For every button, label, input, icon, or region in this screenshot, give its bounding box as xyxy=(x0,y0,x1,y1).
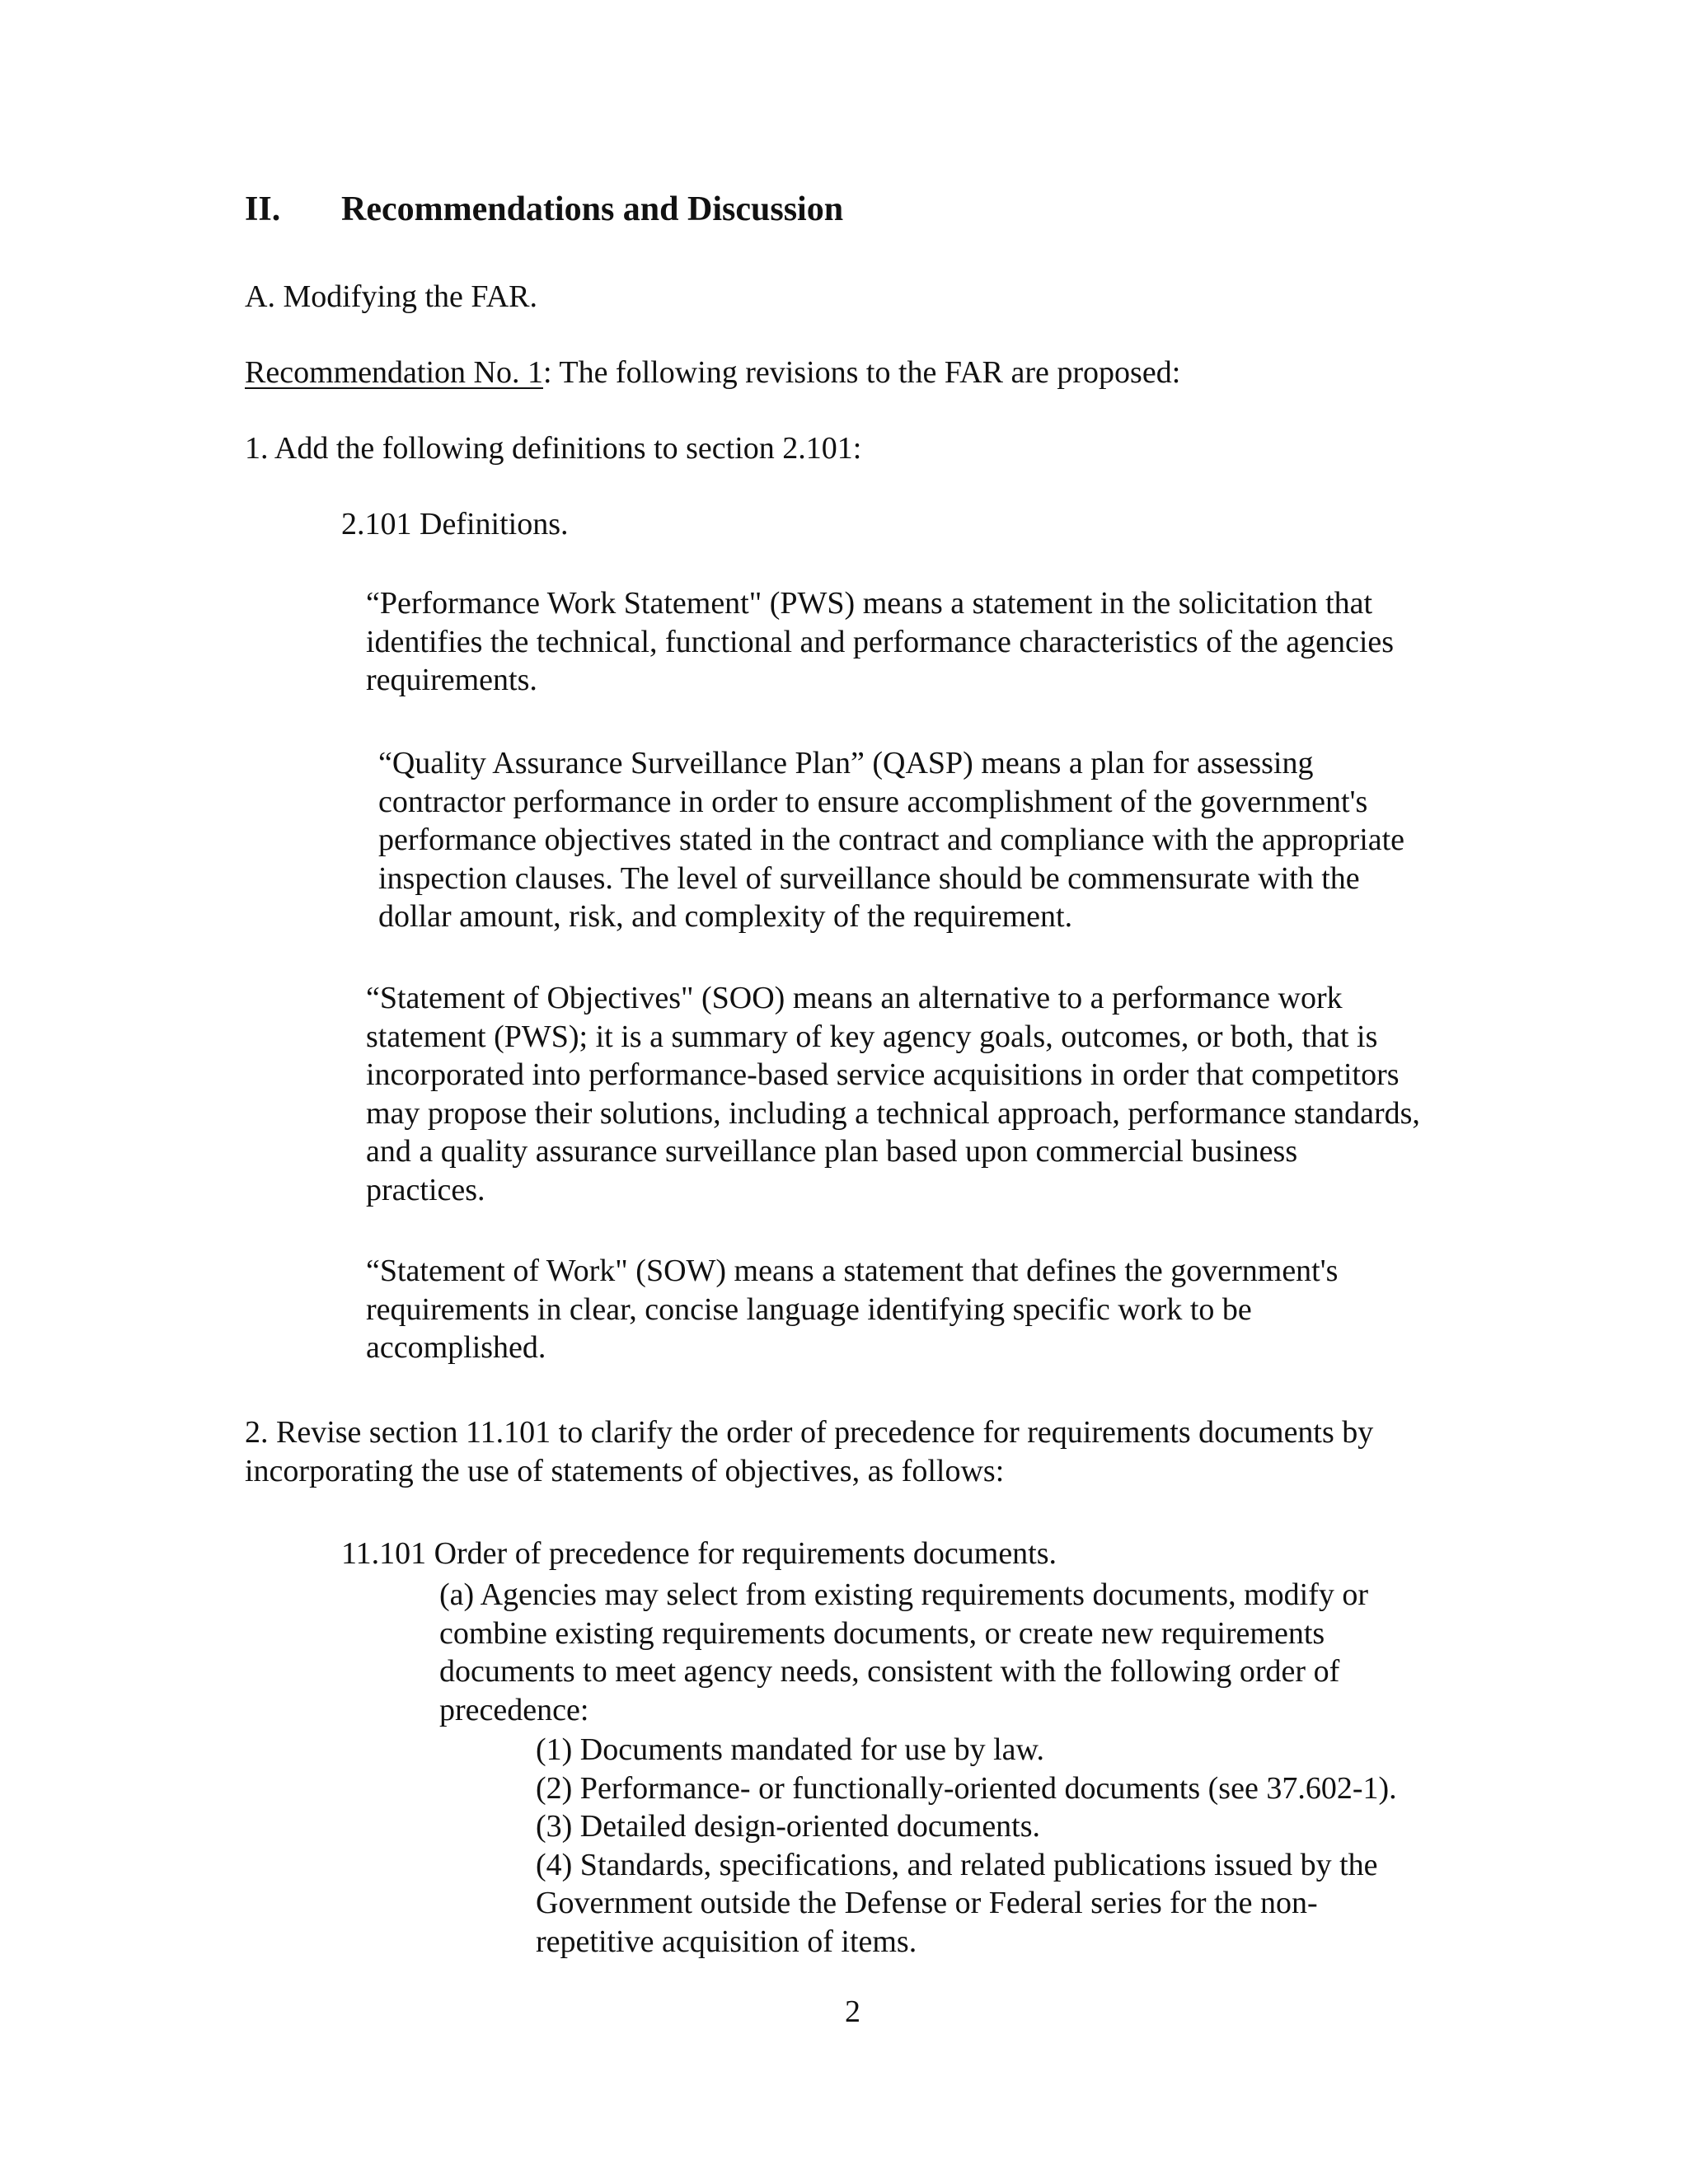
page-number: 2 xyxy=(845,1994,860,2029)
subsection-a-heading: A. Modifying the FAR. xyxy=(245,279,538,314)
definition-qasp-line: “Quality Assurance Surveillance Plan” (QASP) means a plan for assessing xyxy=(378,746,1314,780)
definition-soo-line: practices. xyxy=(366,1172,485,1207)
definition-qasp xyxy=(378,744,1404,936)
precedence-list xyxy=(536,1731,1397,1961)
item1-heading: 2.101 Definitions. xyxy=(341,507,569,541)
definition-sow-line: “Statement of Work" (SOW) means a statement that defines the government's xyxy=(366,1254,1339,1288)
definition-soo xyxy=(366,979,1420,1209)
definition-qasp-line: dollar amount, risk, and complexity of the requirement. xyxy=(378,899,1073,934)
paragraph-a-line: precedence: xyxy=(439,1692,589,1727)
paragraph-a-line: combine existing requirements documents, or create new requirements xyxy=(439,1615,1325,1651)
recommendation-text: : The following revisions to the FAR are proposed: xyxy=(542,355,1181,390)
section-title: Recommendations and Discussion xyxy=(341,190,844,228)
precedence-list-item: (2) Performance- or functionally-oriented documents (see 37.602-1). xyxy=(536,1770,1397,1806)
definition-soo-line: “Statement of Objectives" (SOO) means an alternative to a performance work xyxy=(366,981,1343,1015)
precedence-list-item: (4) Standards, specifications, and related publications issued by the xyxy=(536,1847,1378,1882)
definition-soo-line: incorporated into performance-based service acquisitions in order that competitors xyxy=(366,1057,1400,1092)
definition-qasp-line: performance objectives stated in the contract and compliance with the appropriate xyxy=(378,823,1405,857)
definition-pws xyxy=(366,584,1394,700)
section-number: II. xyxy=(245,190,281,228)
paragraph-a-line: documents to meet agency needs, consistent with the following order of xyxy=(439,1654,1340,1689)
definition-qasp-line: contractor performance in order to ensure accomplishment of the government's xyxy=(378,784,1368,819)
item2-paragraph-a xyxy=(439,1576,1368,1729)
definition-soo-line: statement (PWS); it is a summary of key agency goals, outcomes, or both, that is xyxy=(366,1019,1378,1054)
precedence-list-item: Government outside the Defense or Federal series for the non- xyxy=(536,1886,1318,1920)
definition-sow-line: requirements in clear, concise language identifying specific work to be xyxy=(366,1291,1252,1327)
definition-sow-line: accomplished. xyxy=(366,1330,546,1365)
item1-intro: 1. Add the following definitions to section 2.101: xyxy=(245,431,862,466)
definition-pws-line: requirements. xyxy=(366,663,537,697)
precedence-list-item: (3) Detailed design-oriented documents. xyxy=(536,1809,1041,1844)
item2-intro xyxy=(245,1413,1373,1490)
definition-qasp-line: inspection clauses. The level of surveillance should be commensurate with the xyxy=(378,860,1360,896)
item2-heading: 11.101 Order of precedence for requirements documents. xyxy=(341,1536,1057,1571)
precedence-list-item: repetitive acquisition of items. xyxy=(536,1924,917,1959)
precedence-list-item: (1) Documents mandated for use by law. xyxy=(536,1732,1044,1767)
definition-pws-line: “Performance Work Statement" (PWS) means a statement in the solicitation that xyxy=(366,586,1373,621)
paragraph-a-line: (a) Agencies may select from existing requirements documents, modify or xyxy=(439,1577,1369,1612)
item2-intro-line: 2. Revise section 11.101 to clarify the order of precedence for requirements documents by xyxy=(245,1415,1374,1450)
item2-intro-line: incorporating the use of statements of objectives, as follows: xyxy=(245,1453,1005,1488)
definition-soo-line: and a quality assurance surveillance plan based upon commercial business xyxy=(366,1134,1298,1169)
definition-pws-line: identifies the technical, functional and performance characteristics of the agencies xyxy=(366,624,1395,659)
recommendation-line xyxy=(245,354,1180,392)
definition-soo-line: may propose their solutions, including a technical approach, performance standards, xyxy=(366,1095,1420,1131)
definition-sow xyxy=(366,1252,1338,1367)
recommendation-label: Recommendation No. 1 xyxy=(245,355,543,390)
